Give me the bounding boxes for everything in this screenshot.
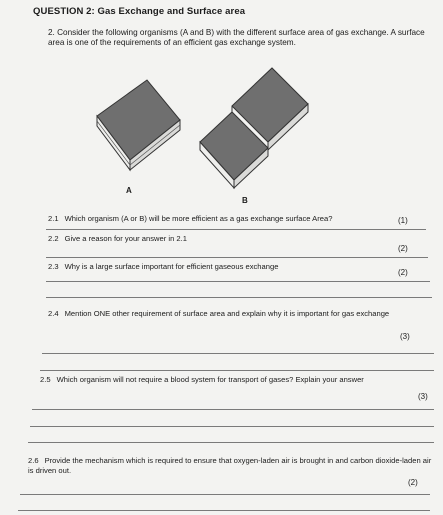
organism-b-label: B bbox=[242, 196, 248, 205]
answer-line[interactable] bbox=[28, 442, 434, 443]
answer-line[interactable] bbox=[18, 510, 430, 511]
question-text: Give a reason for your answer in 2.1 bbox=[64, 234, 187, 243]
organism-a-figure bbox=[92, 70, 188, 180]
answer-line[interactable] bbox=[32, 409, 434, 410]
question-text: Why is a large surface important for efficient gaseous exchange bbox=[64, 262, 279, 271]
question-2-6 bbox=[28, 456, 434, 476]
question-2-2 bbox=[48, 234, 378, 244]
marks-2-2: (2) bbox=[398, 244, 408, 253]
answer-line[interactable] bbox=[46, 229, 426, 230]
question-2-5 bbox=[40, 375, 432, 385]
question-number: 2.4 bbox=[48, 309, 59, 318]
question-number: 2.2 bbox=[48, 234, 59, 243]
marks-2-1: (1) bbox=[398, 216, 408, 225]
answer-line[interactable] bbox=[42, 353, 434, 354]
page-title: QUESTION 2: Gas Exchange and Surface area bbox=[33, 6, 246, 17]
answer-line[interactable] bbox=[46, 281, 430, 282]
answer-line[interactable] bbox=[20, 494, 430, 495]
question-text: Which organism will not require a blood system for transport of gases? Explain your answer bbox=[56, 375, 364, 384]
answer-line[interactable] bbox=[46, 257, 428, 258]
question-number: 2.5 bbox=[40, 375, 51, 384]
answer-line[interactable] bbox=[40, 370, 434, 371]
question-text: Provide the mechanism which is required to ensure that oxygen-laden air is brought in and carbon dioxide-laden air is driven out. bbox=[28, 456, 432, 475]
question-text: Mention ONE other requirement of surface area and explain why it is important for gas exchange bbox=[64, 309, 390, 318]
marks-2-6: (2) bbox=[408, 478, 418, 487]
answer-line[interactable] bbox=[30, 426, 434, 427]
answer-line[interactable] bbox=[46, 297, 432, 298]
marks-2-3: (2) bbox=[398, 268, 408, 277]
question-2-4 bbox=[48, 309, 396, 319]
organism-a-label: A bbox=[126, 186, 132, 195]
question-number: 2.1 bbox=[48, 214, 59, 223]
marks-2-4: (3) bbox=[400, 332, 410, 341]
organism-b-figure bbox=[196, 62, 312, 192]
question-intro: 2. Consider the following organisms (A and B) with the different surface area of gas exchange. A surface area is one of the requirements of an efficient gas exchange system. bbox=[48, 28, 425, 47]
question-number: 2.3 bbox=[48, 262, 59, 271]
question-number: 2.6 bbox=[28, 456, 39, 465]
marks-2-5: (3) bbox=[418, 392, 428, 401]
question-2-3 bbox=[48, 262, 378, 272]
question-text: Which organism (A or B) will be more efficient as a gas exchange surface Area? bbox=[64, 214, 333, 223]
question-2-1 bbox=[48, 214, 388, 224]
